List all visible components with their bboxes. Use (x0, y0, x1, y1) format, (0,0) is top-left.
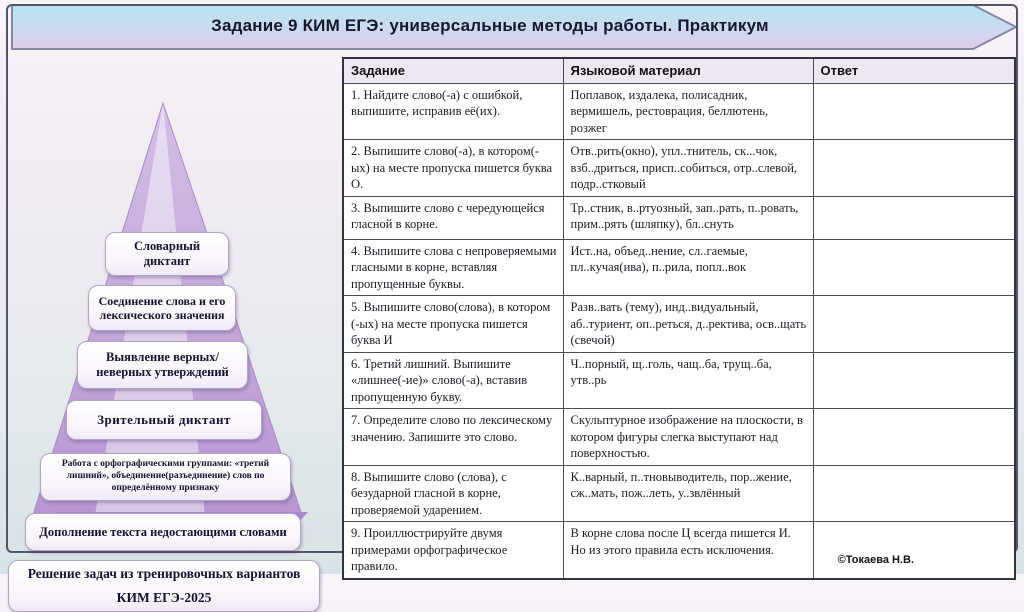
material-cell: В корне слова после Ц всегда пишется И. Но из этого правила есть исключения. (563, 522, 813, 579)
task-cell: 1. Найдите слово(-а) с ошибкой, выпишите, исправив её(их). (343, 83, 563, 140)
answer-cell (813, 465, 1015, 522)
task-cell: 3. Выпишите слово с чередующейся гласной в корне. (343, 196, 563, 239)
table-row (343, 296, 1015, 353)
pyramid-level-3: Выявление верных/неверных утверждений (77, 341, 248, 389)
answer-cell (813, 522, 1015, 579)
task-cell: 7. Определите слово по лексическому значению. Запишите это слово. (343, 409, 563, 466)
pyramid-level-2: Соединение слова и его лексического значения (88, 285, 236, 331)
table-row (343, 140, 1015, 197)
task-cell: 5. Выпишите слово(слова), в котором (-ых) на месте пропуска пишется буква И (343, 296, 563, 353)
table-row (343, 196, 1015, 239)
table-row (343, 465, 1015, 522)
table-row (343, 522, 1015, 579)
task-cell: 9. Проиллюстрируйте двумя примерами орфографическое правило. (343, 522, 563, 579)
table-row (343, 239, 1015, 296)
material-cell: Отв..рить(окно), упл..тнитель, ск...чок, взб..дриться, присп..собиться, отр..слевой, подр..стковый (563, 140, 813, 197)
table-row (343, 83, 1015, 140)
pyramid-level-5: Работа с орфографическими группами: «третий лишний», объединение(разъединение) слов по определённому признаку (40, 453, 291, 501)
table-row (343, 352, 1015, 409)
task-cell: 6. Третий лишний. Выпишите «лишнее(-ие)» слово(-а), вставив пропущенную букву. (343, 352, 563, 409)
material-cell: Ч..порный, щ..голь, чащ..ба, трущ..ба, утв..рь (563, 352, 813, 409)
title-banner (10, 3, 1020, 53)
task-cell: 4. Выпишите слова с непроверяемыми гласными в корне, вставляя пропущенные буквы. (343, 239, 563, 296)
author-credit: ©Токаева Н.В. (837, 554, 914, 566)
page-title: Задание 9 КИМ ЕГЭ: универсальные методы работы. Практикум (211, 16, 769, 35)
answer-cell (813, 239, 1015, 296)
material-cell: Поплавок, издалека, полисадник, вермишель, рестоврация, беллютень, розжег (563, 83, 813, 140)
answer-cell (813, 83, 1015, 140)
worksheet-table (342, 57, 1016, 580)
material-cell: Разв..вать (тему), инд..видуальный, аб..туриент, оп..реться, д..ректива, осв..щать (свечой) (563, 296, 813, 353)
column-header-material: Языковой материал (563, 58, 813, 83)
table-row (343, 409, 1015, 466)
material-cell: Тр..стник, в..ртуозный, зап..рать, п..ровать, прим..рять (шляпку), бл..снуть (563, 196, 813, 239)
answer-cell (813, 296, 1015, 353)
material-cell: К..варный, п..тновыводитель, пор..жение, сж..мать, пож..леть, у..звлённый (563, 465, 813, 522)
pyramid-level-1: Словарный диктант (105, 232, 229, 276)
task-cell: 2. Выпишите слово(-а), в котором(-ых) на месте пропуска пишется буква О. (343, 140, 563, 197)
answer-cell (813, 196, 1015, 239)
material-cell: Ист..на, объед..нение, сл..гаемые, пл..кучая(ива), п..рила, попл..вок (563, 239, 813, 296)
table-header-row (343, 58, 1015, 83)
pyramid-diagram (0, 95, 340, 605)
answer-cell (813, 140, 1015, 197)
task-cell: 8. Выпишите слово (слова), с безударной гласной в корне, проверяемой ударением. (343, 465, 563, 522)
column-header-task: Задание (343, 58, 563, 83)
pyramid-level-6: Дополнение текста недостающими словами (25, 513, 301, 551)
pyramid-level-4: Зрительный диктант (66, 400, 262, 440)
column-header-answer: Ответ (813, 58, 1015, 83)
answer-cell (813, 352, 1015, 409)
pyramid-level-7: Решение задач из тренировочных вариантов КИМ ЕГЭ-2025 (8, 560, 320, 612)
answer-cell (813, 409, 1015, 466)
material-cell: Скульптурное изображение на плоскости, в котором фигуры слегка выступают над поверхностью. (563, 409, 813, 466)
